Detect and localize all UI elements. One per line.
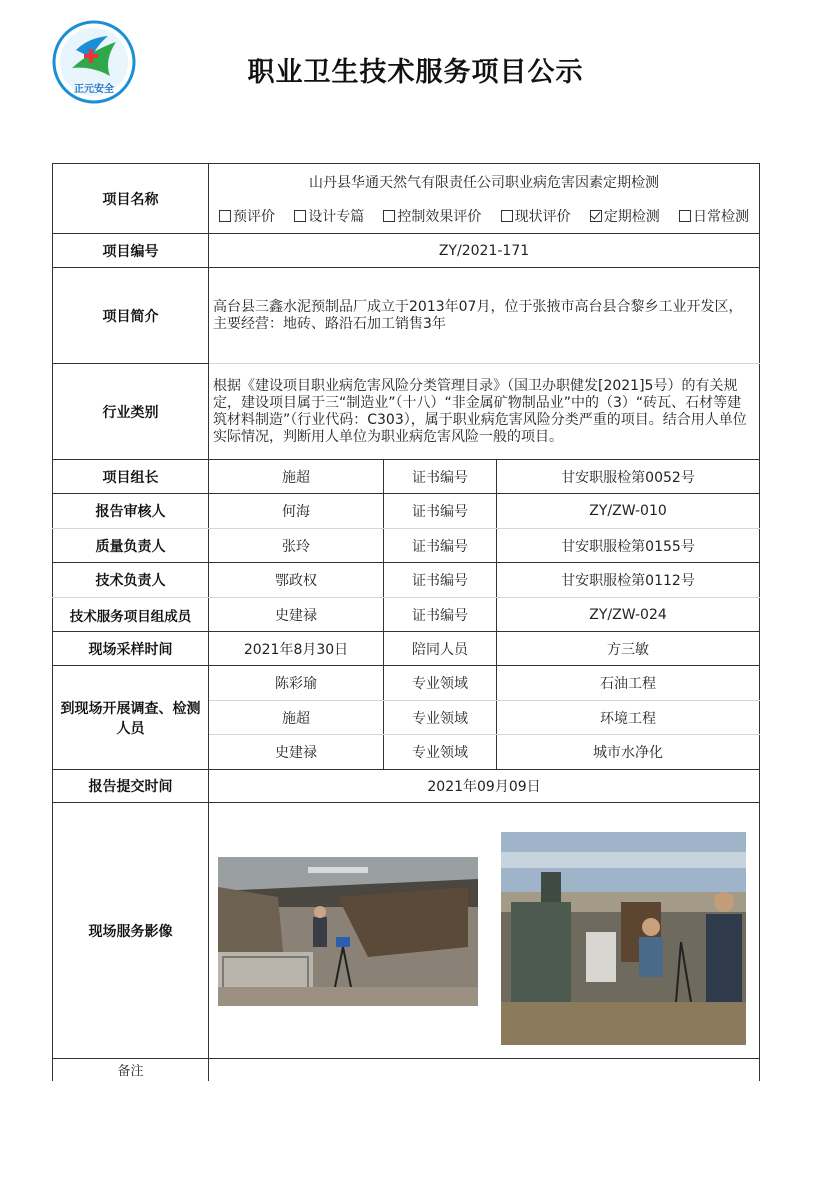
label-onsite-staff: 到现场开展调查、检测人员: [53, 666, 209, 770]
team-leader-name: 施超: [209, 460, 384, 494]
label-onsite-images: 现场服务影像: [53, 803, 209, 1059]
field-label: 专业领域: [384, 735, 497, 770]
team-member-name: 史建禄: [209, 598, 384, 632]
service-type-option[interactable]: [679, 206, 749, 226]
sampling-time-value: 2021年8月30日: [209, 632, 384, 666]
label-project-intro: 项目简介: [53, 268, 209, 364]
service-type-label: 日常检测: [693, 209, 750, 226]
page-title: 职业卫生技术服务项目公示: [247, 57, 584, 88]
tech-lead-cert: 甘安职服检第0112号: [497, 563, 760, 598]
field-label: 专业领域: [384, 666, 497, 701]
checked-box-icon[interactable]: [590, 210, 602, 222]
cert-label: 证书编号: [384, 494, 497, 529]
team-leader-cert: 甘安职服检第0052号: [497, 460, 760, 494]
service-type-option[interactable]: [219, 206, 275, 226]
cert-label: 证书编号: [384, 563, 497, 598]
submit-time-value: 2021年09月09日: [209, 770, 760, 803]
service-type-option[interactable]: [294, 206, 364, 226]
project-name-value: 山丹县华通天然气有限责任公司职业病危害因素定期检测: [209, 164, 760, 200]
quality-lead-name: 张玲: [209, 529, 384, 563]
quality-lead-cert: 甘安职服检第0155号: [497, 529, 760, 563]
label-project-no: 项目编号: [53, 234, 209, 268]
service-type-label: 现状评价: [514, 209, 571, 226]
service-type-label: 控制效果评价: [397, 209, 482, 226]
label-submit-time: 报告提交时间: [53, 770, 209, 803]
onsite-staff-field: 环境工程: [497, 701, 760, 735]
service-type-label: 定期检测: [603, 209, 660, 226]
team-member-cert: ZY/ZW-024: [497, 598, 760, 632]
accompany-label: 陪同人员: [384, 632, 497, 666]
label-project-name: 项目名称: [53, 164, 209, 234]
checkbox-icon[interactable]: [383, 210, 395, 222]
label-report-reviewer: 报告审核人: [53, 494, 209, 529]
accompany-value: 方三敏: [497, 632, 760, 666]
service-type-label: 设计专篇: [308, 209, 365, 226]
label-team-member: 技术服务项目组成员: [53, 598, 209, 632]
industry-value: 根据《建设项目职业病危害风险分类管理目录》（国卫办职健发[2021]5号）的有关规定，建设项目属于三“制造业”（十八）“非金属矿物制品业”中的（3）“砖瓦、石材等建筑材料制造”（行业代码：C303），属于职业病危害风险分类严重的项目。结合用人单位实际情况，判断用人单位为职业病危害风险一般的项目。: [209, 364, 760, 460]
label-tech-lead: 技术负责人: [53, 563, 209, 598]
onsite-photo-workshop: [218, 857, 478, 1006]
cert-label: 证书编号: [384, 529, 497, 563]
label-industry: 行业类别: [53, 364, 209, 460]
label-team-leader: 项目组长: [53, 460, 209, 494]
service-type-option[interactable]: [590, 206, 660, 226]
field-label: 专业领域: [384, 701, 497, 735]
report-reviewer-name: 何海: [209, 494, 384, 529]
logo-text: 正元安全: [74, 84, 114, 95]
service-type-option[interactable]: [501, 206, 571, 226]
label-remarks: 备注: [53, 1059, 209, 1081]
cert-label: 证书编号: [384, 598, 497, 632]
project-intro-value: 高台县三鑫水泥预制品厂成立于2013年07月，位于张掖市高台县合黎乡工业开发区，主要经营：地砖、路沿石加工销售3年: [209, 268, 760, 364]
onsite-photo-outdoor: [501, 832, 746, 1045]
checkbox-icon[interactable]: [679, 210, 691, 222]
label-sampling-time: 现场采样时间: [53, 632, 209, 666]
onsite-staff-field: 城市水净化: [497, 735, 760, 770]
label-quality-lead: 质量负责人: [53, 529, 209, 563]
project-no-value: ZY/2021-171: [209, 234, 760, 268]
onsite-staff-name: 史建禄: [209, 735, 384, 770]
service-type-option[interactable]: [383, 206, 481, 226]
checkbox-icon[interactable]: [219, 210, 231, 222]
onsite-staff-name: 陈彩瑜: [209, 666, 384, 701]
remarks-value: [209, 1059, 760, 1081]
cert-label: 证书编号: [384, 460, 497, 494]
checkbox-icon[interactable]: [294, 210, 306, 222]
onsite-staff-field: 石油工程: [497, 666, 760, 701]
report-reviewer-cert: ZY/ZW-010: [497, 494, 760, 529]
tech-lead-name: 鄂政权: [209, 563, 384, 598]
onsite-staff-name: 施超: [209, 701, 384, 735]
service-type-label: 预评价: [233, 209, 275, 226]
service-type-checkboxes: [213, 206, 755, 226]
checkbox-icon[interactable]: [501, 210, 513, 222]
